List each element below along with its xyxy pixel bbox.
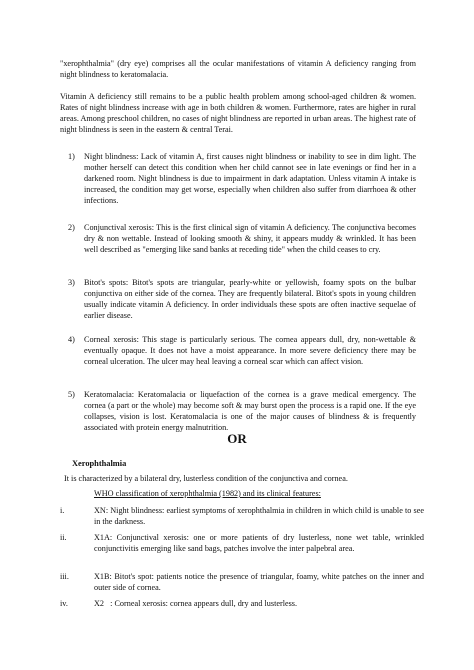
list-item-text: Bitot's spots: Bitot's spots are triangular, pearly-white or yellowish, foamy spots on the bulbar conjunctiva on either side of the cornea. They are frequently bilateral. Bitot's spots in young children usually indicate vitamin A deficiency. In order individuals these spots are often inactive sequelae of earlier disease. <box>84 278 416 320</box>
classification-text: X1B: Bitot's spot: patients notice the presence of triangular, foamy, white patches on the inner and outer side of cornea. <box>94 572 424 592</box>
classification-text: XN: Night blindness: earliest symptoms of xerophthalmia in children in which child is unable to see in the darkness. <box>94 506 424 526</box>
classification-text: X1A: Conjunctival xerosis: one or more patients of dry lusterless, none wet table, wrinkled conjunctivitis emerging like sand bags, patches involve the inter palpebral area. <box>94 533 424 553</box>
list-item-number: 3) <box>68 278 75 287</box>
or-heading: OR <box>227 431 247 446</box>
list-item-text: Corneal xerosis: This stage is particularly serious. The cornea appears dull, dry, non-wettable & eventually opaque. It does not have a moist appearance. In more severe deficiency there may be corneal ulceration. The ulcer may heal leaving a corneal scar which can affect vision. <box>84 335 416 366</box>
list-item-text: Keratomalacia: Keratomalacia or liquefaction of the cornea is a grave medical emergency. The cornea (a part or the whole) may become soft & may burst open the process is a rapid one. If the eye collapses, vision is lost. Keratomalacia is one of the major causes of blindness & is frequently associated with protein energy malnutrition. <box>84 390 416 432</box>
intro-paragraph-1: "xerophthalmia" (dry eye) comprises all the ocular manifestations of vitamin A deficiency ranging from night blindness to keratomalacia. <box>60 59 416 79</box>
intro-paragraph-2: Vitamin A deficiency still remains to be a public health problem among school-aged children & women. Rates of night blindness increase with age in both children & women. Furthermore, rates are higher in rural areas. Among preschool children, no cases of night blindness are reported in urban areas. The highest rate of night blindness is seen in the eastern & central Terai. <box>60 92 416 134</box>
roman-numeral: i. <box>60 506 65 515</box>
list-item-number: 4) <box>68 335 75 344</box>
list-item-number: 5) <box>68 390 75 399</box>
list-item-number: 1) <box>68 152 75 161</box>
section-title: Xerophthalmia <box>72 459 127 468</box>
list-item-number: 2) <box>68 223 75 232</box>
list-item-text: Night blindness: Lack of vitamin A, first causes night blindness or inability to see in dim light. The mother herself can detect this condition when her child cannot see in late evenings or find her in a darkened room. Night blindness is due to impairment in dark adaptation. Unless vitamin A intake is increased, the condition may get worse, especially when children also suffer from diarrhoea & other infections. <box>84 152 416 205</box>
roman-numeral: iii. <box>60 572 69 581</box>
section-intro: It is characterized by a bilateral dry, lusterless condition of the conjunctiva and cornea. <box>64 474 348 483</box>
roman-numeral: ii. <box>60 533 67 542</box>
list-item-text: Conjunctival xerosis: This is the first clinical sign of vitamin A deficiency. The conjunctiva becomes dry & non wettable. Instead of looking smooth & shiny, it appears muddy & wrinkled. It has been well described as "emerging like sand banks at receding tide" when the child ceases to cry. <box>84 223 416 254</box>
classification-text: X2 : Corneal xerosis: cornea appears dull, dry and lusterless. <box>94 599 298 608</box>
roman-numeral: iv. <box>60 599 68 608</box>
who-classification-heading: WHO classification of xerophthalmia (1982) and its clinical features: <box>94 489 321 498</box>
